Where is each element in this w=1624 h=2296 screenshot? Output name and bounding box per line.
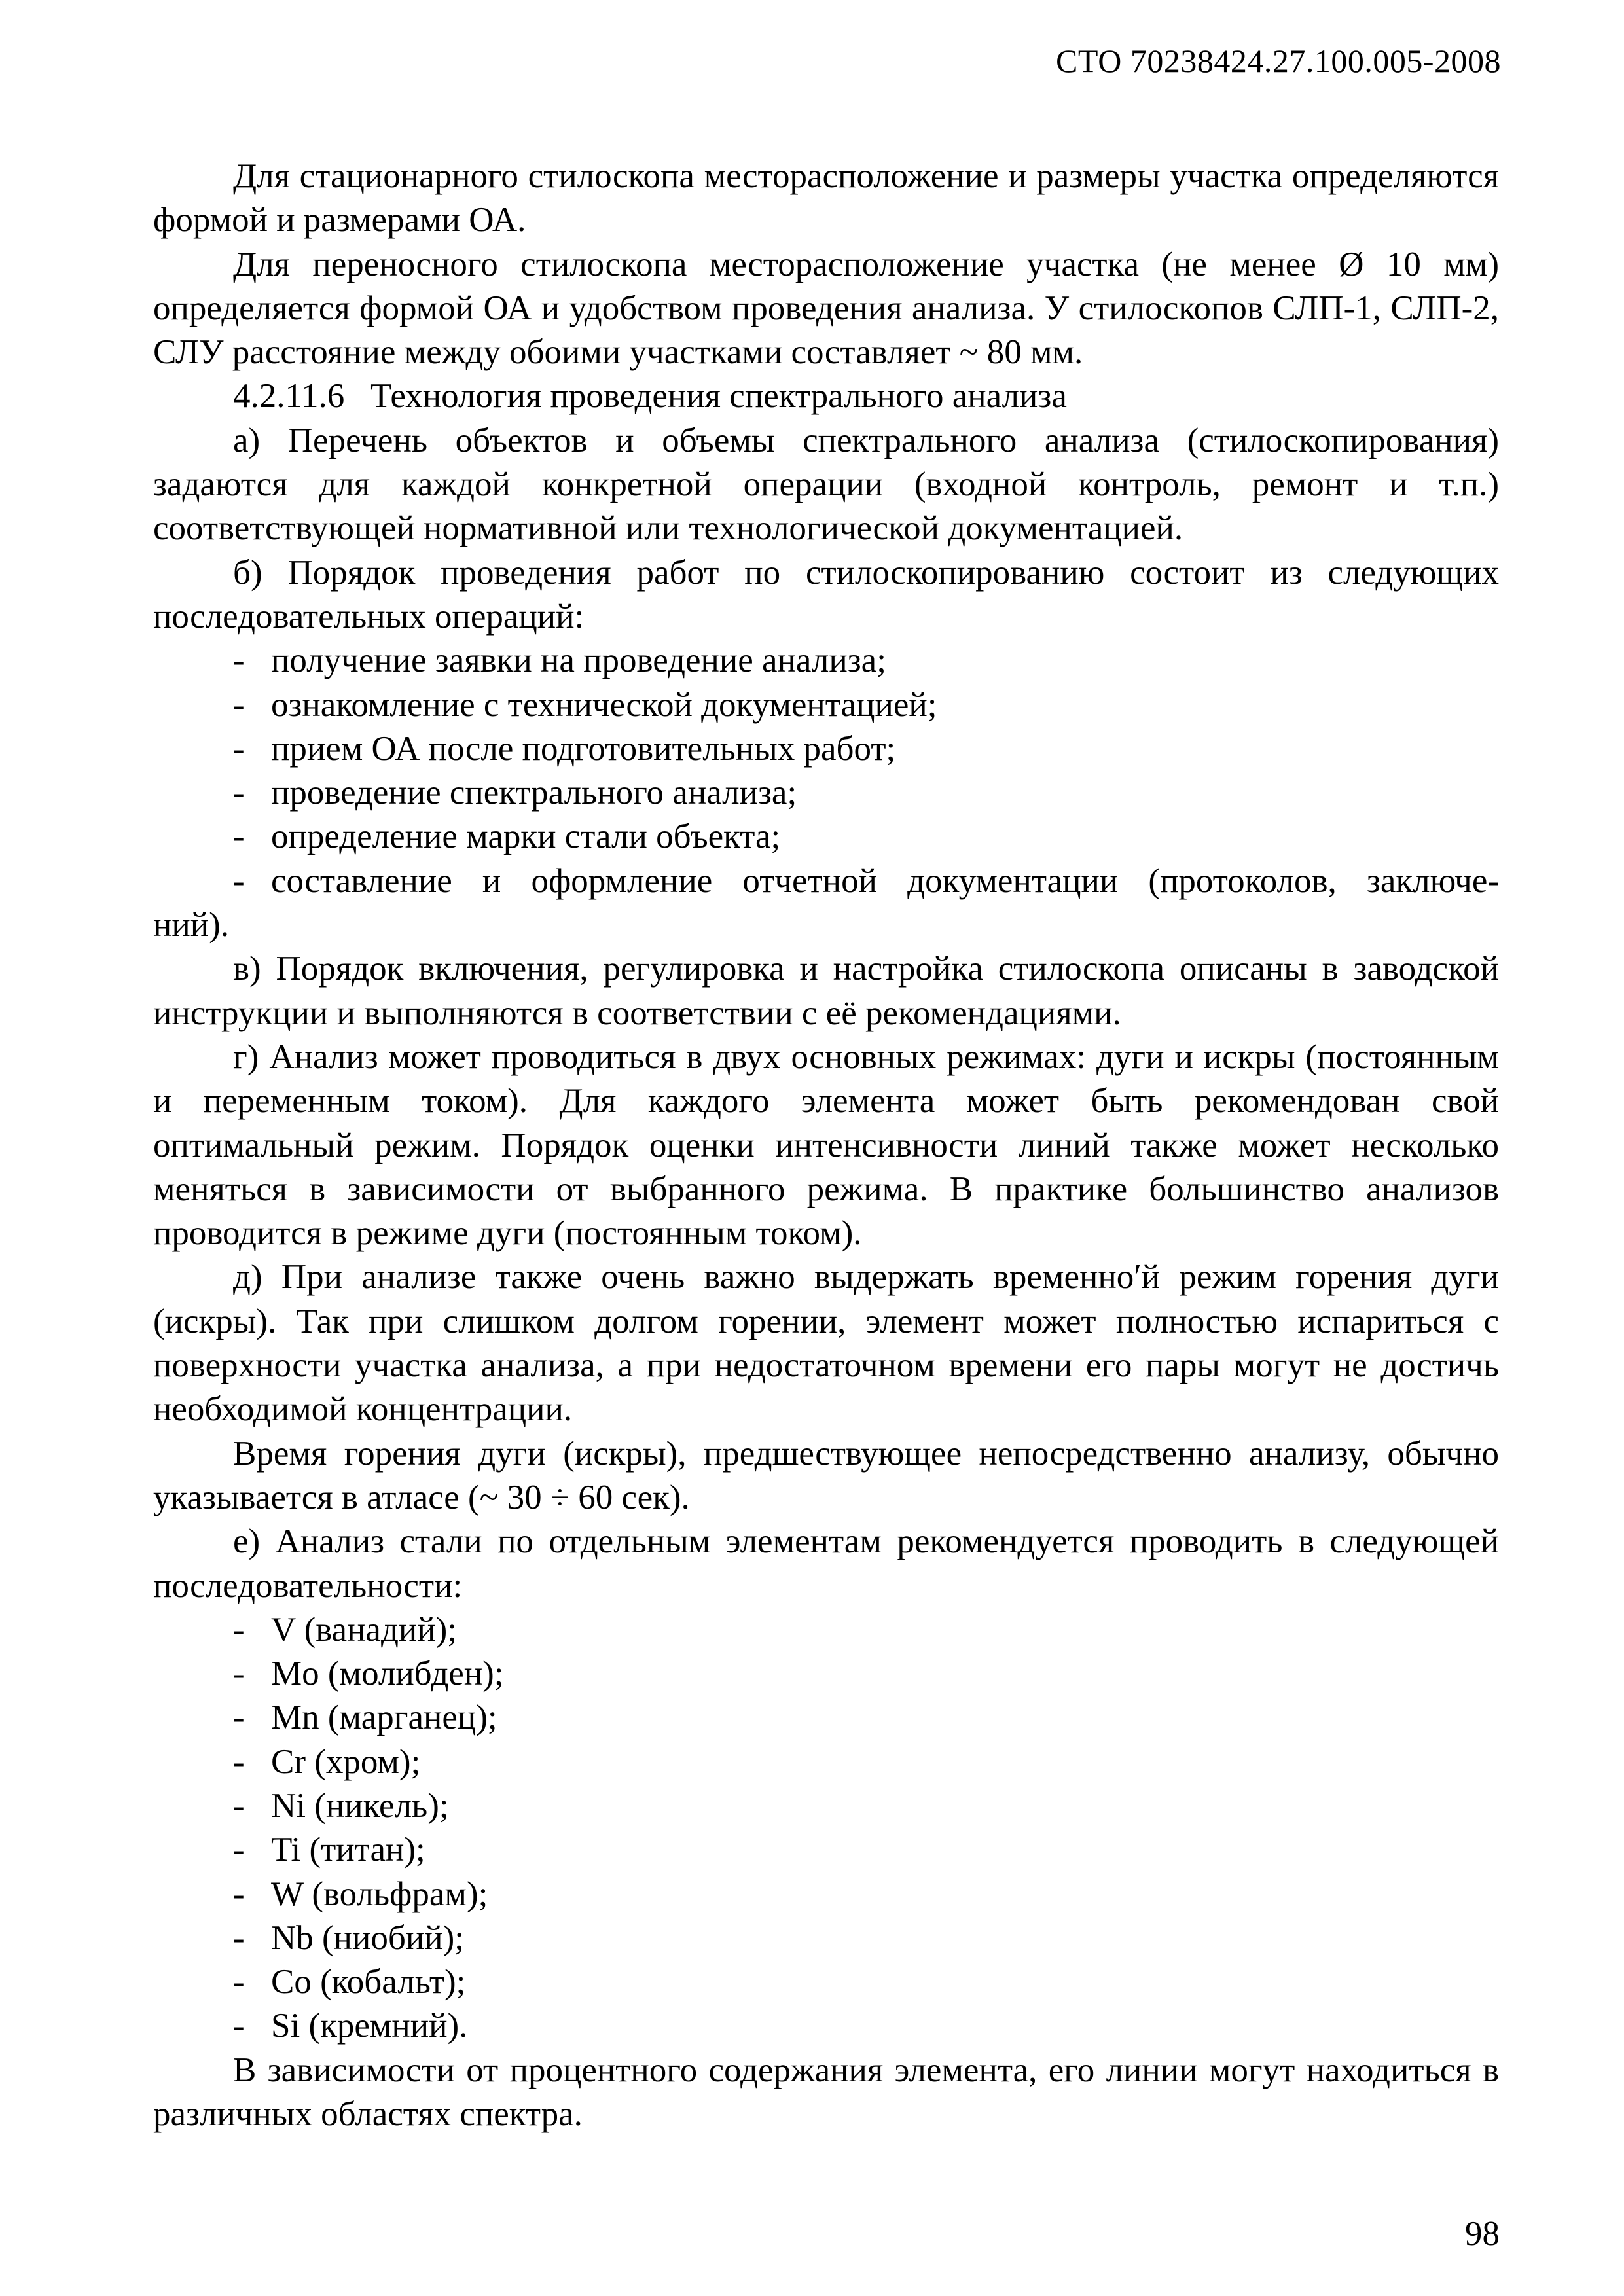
page-number: 98 [1465,2215,1500,2253]
list-dash: - [233,729,245,768]
list-item [153,1873,1499,1916]
list-dash: - [233,685,245,724]
list-item-text: W (вольфрам); [271,1874,488,1913]
list-item-text: проведение спектрального анализа; [271,774,797,812]
list-item [153,1652,1499,1696]
paragraph-final: В зависимости от процентного содержания элемента, его линии могут находиться в различных областях спектра. [153,2051,1499,2134]
list-item-text: V (ванадий); [271,1610,458,1649]
list-item [153,2004,1499,2048]
list-item [153,815,1499,859]
list-item-continuation: ний). [153,906,229,944]
operations-list [153,639,1499,947]
list-item-text: Si (кремний). [271,2007,468,2045]
list-item-text: Mn (марганец); [271,1698,497,1737]
elements-list [153,1608,1499,2049]
list-item [153,859,1499,903]
list-dash: - [233,1698,245,1737]
page-body [153,154,1499,2136]
paragraph-portable: Для переносного стилоскопа месторасположение участка (не менее Ø 10 мм) определяется формой ОА и удобством проведения анализа. У стилоскопов СЛП-1, СЛП-2, СЛУ расстояние между обоими участками составляет ~ 80 мм. [153,245,1499,372]
list-item [153,1696,1499,1740]
list-dash: - [233,1742,245,1781]
list-dash: - [233,774,245,812]
list-item [153,727,1499,771]
list-item-text: получение заявки на проведение анализа; [271,641,886,680]
list-dash: - [233,2007,245,2045]
list-item [153,1828,1499,1872]
list-item [153,1740,1499,1784]
list-item-text: Ti (титан); [271,1831,425,1869]
paragraph-e: е) Анализ стали по отдельным элементам рекомендуется проводить в следующей последовательности: [153,1522,1499,1605]
list-dash: - [233,861,245,900]
list-dash: - [233,641,245,680]
paragraph-v: в) Порядок включения, регулировка и настройка стилоскопа описаны в заводской инструкции и выполняются в соответствии с её рекомендациями. [153,950,1499,1032]
list-dash: - [233,1963,245,2001]
list-item-text: Mo (молибден); [271,1655,504,1693]
list-item [153,1784,1499,1828]
list-item-text: Nb (ниобий); [271,1918,464,1957]
list-dash: - [233,817,245,856]
list-item-text: Cr (хром); [271,1742,421,1781]
list-item [153,771,1499,815]
section-heading: 4.2.11.6 Технология проведения спектрального анализа [233,377,1067,416]
list-item [153,1960,1499,2004]
list-dash: - [233,1831,245,1869]
list-dash: - [233,1874,245,1913]
list-item-text: составление и оформление отчетной документации (протоколов, заключе- [271,861,1499,900]
list-item-text: определение марки стали объекта; [271,817,781,856]
list-item [153,1608,1499,1652]
list-item [153,1916,1499,1960]
paragraph-stationary: Для стационарного стилоскопа месторасположение и размеры участка определяются формой и размерами ОА. [153,157,1499,240]
list-item-text: Ni (никель); [271,1786,449,1825]
list-item-text: прием ОА после подготовительных работ; [271,729,896,768]
list-item-text: ознакомление с технической документацией; [271,685,937,724]
paragraph-a: а) Перечень объектов и объемы спектрального анализа (стилоскопирования) задаются для каждой конкретной операции (входной контроль, ремонт и т.п.) соответствующей нормативной или технологической документацией. [153,421,1499,548]
list-item-text: Co (кобальт); [271,1963,466,2001]
paragraph-g: г) Анализ может проводиться в двух основных режимах: дуги и искры (постоянным и переменным током). Для каждого элемента может быть рекомендован свой оптимальный режим. Порядок оценки интенсивности линий также может несколько меняться в зависимости от выбранного режима. В практике большинство анализов проводится в режиме дуги (постоянным током). [153,1037,1499,1253]
paragraph-burn-time: Время горения дуги (искры), предшествующее непосредственно анализу, обычно указывается в атласе (~ 30 ÷ 60 сек). [153,1434,1499,1516]
list-item [153,683,1499,727]
list-dash: - [233,1786,245,1825]
list-dash: - [233,1655,245,1693]
paragraph-d: д) При анализе также очень важно выдержать временно′й режим горения дуги (искры). Так при слишком долгом горении, элемент может полностью испариться с поверхности участка анализа, а при недостаточном времени его пары могут не достичь необходимой концентрации. [153,1258,1499,1429]
list-item [153,639,1499,683]
list-dash: - [233,1610,245,1649]
paragraph-b: б) Порядок проведения работ по стилоскопированию состоит из следующих последовательных операций: [153,553,1499,636]
list-dash: - [233,1918,245,1957]
document-code: СТО 70238424.27.100.005-2008 [1056,43,1501,79]
